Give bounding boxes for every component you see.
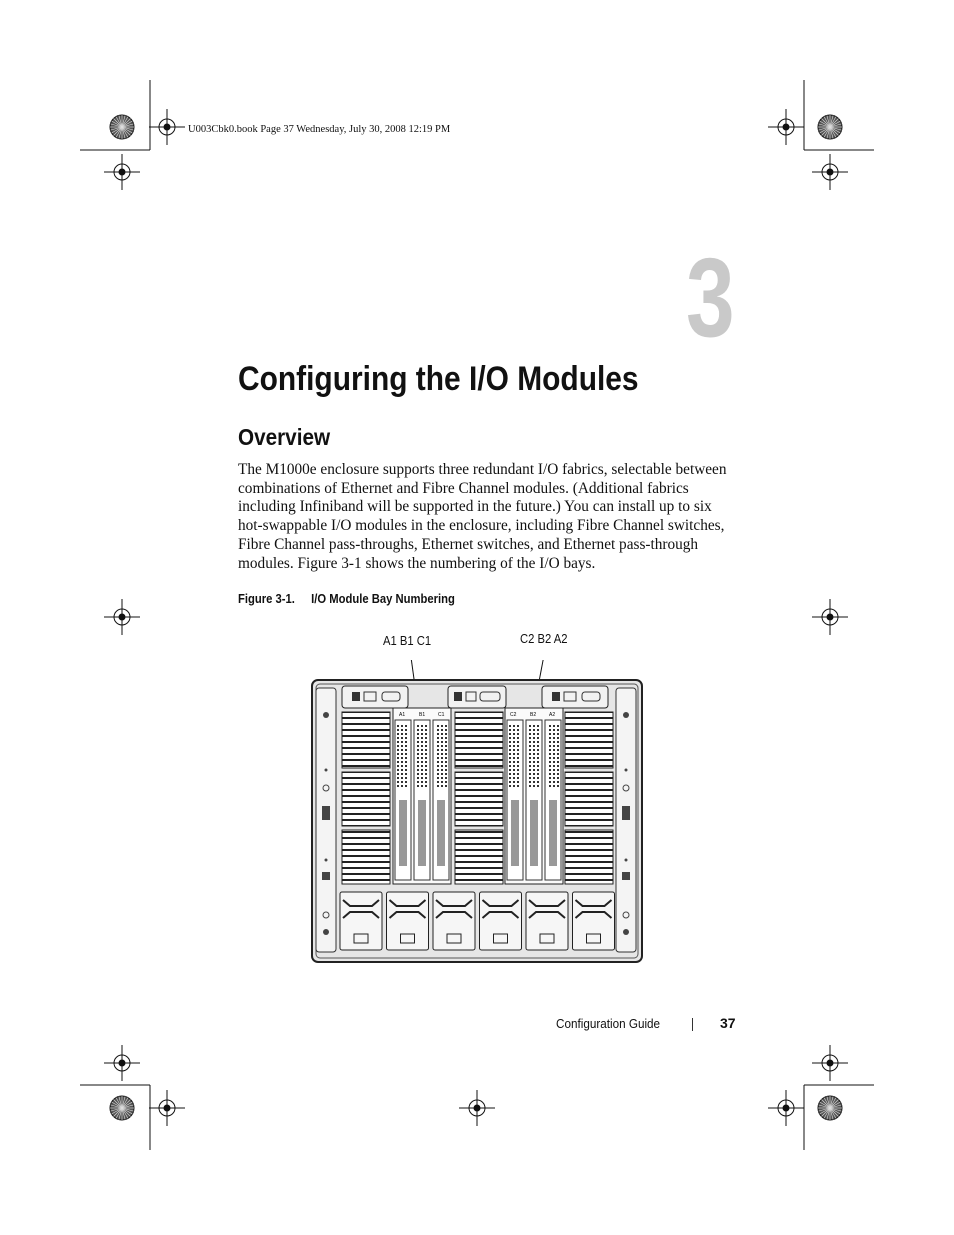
bay-label-c2: C2 <box>510 712 517 718</box>
power-supply-unit <box>433 892 475 950</box>
footer-divider <box>692 1018 693 1031</box>
bay-label-b2: B2 <box>530 712 537 718</box>
power-supply-unit <box>573 892 615 950</box>
figure-caption <box>238 592 455 606</box>
figure-number: Figure 3-1. <box>238 592 295 606</box>
bay-label-c1: C1 <box>438 712 445 718</box>
print-slug-line: U003Cbk0.book Page 37 Wednesday, July 30, 2008 12:19 PM <box>188 124 451 135</box>
callout-right: C2 B2 A2 <box>520 632 568 646</box>
io-bays-left <box>393 708 451 884</box>
enclosure-illustration <box>300 660 645 965</box>
io-bays-right <box>505 708 563 884</box>
footer-label: Configuration Guide <box>556 1016 661 1031</box>
power-supply-unit <box>480 892 522 950</box>
chapter-number: 3 <box>686 235 735 360</box>
chapter-title: Configuring the I/O Modules <box>238 360 639 398</box>
callout-left: A1 B1 C1 <box>383 634 432 648</box>
bay-label-a2: A2 <box>549 712 556 718</box>
page-number: 37 <box>720 1015 736 1031</box>
section-heading: Overview <box>238 424 331 450</box>
power-supply-unit <box>340 892 382 950</box>
bay-label-b1: B1 <box>419 712 426 718</box>
power-supply-unit <box>387 892 429 950</box>
body-paragraph: The M1000e enclosure supports three redundant I/O fabrics, selectable between combinations of Ethernet and Fibre Channel modules. (Additional fabrics including Infiniband will be supported in the future.) You can install up to six hot-swappable I/O modules in the enclosure, including Fibre Channel switches, Fibre Channel pass-throughs, Ethernet switches, and Ethernet pass-through modules. Figure 3-1 shows the numbering of the I/O bays. <box>238 461 727 572</box>
power-supply-unit <box>526 892 568 950</box>
bay-label-a1: A1 <box>399 712 406 718</box>
figure-title: I/O Module Bay Numbering <box>311 592 455 606</box>
